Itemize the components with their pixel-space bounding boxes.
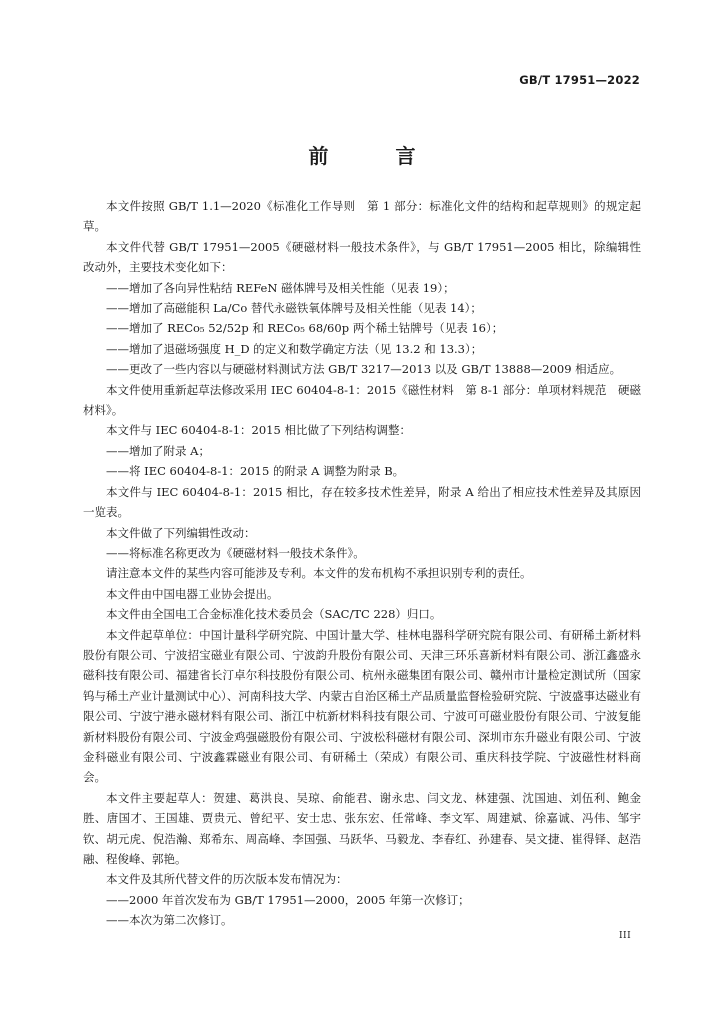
list-item: ——本次为第二次修订。 [106,913,233,928]
list-item: ——将 IEC 60404-8-1：2015 的附录 A 调整为附录 B。 [106,464,405,479]
paragraph: 本文件按照 GB/T 1.1—2020《标准化工作导则 第 1 部分：标准化文件的结构和起草规则》的规定起草。 [83,199,641,234]
list-item: ——增加了高磁能积 La/Co 替代永磁铁氧体牌号及相关性能（见表 14）； [106,301,482,316]
paragraph: 本文件代替 GB/T 17951—2005《硬磁材料一般技术条件》，与 GB/T 17951—2005 相比，除编辑性改动外，主要技术变化如下： [83,239,641,275]
list-item: ——增加了退磁场强度 H_D 的定义和数学确定方法（见 13.2 和 13.3）； [106,341,483,356]
paragraph: 本文件由中国电器工业协会提出。 [106,586,279,601]
standard-number: GB/T 17951—2022 [519,73,640,87]
paragraph: 请注意本文件的某些内容可能涉及专利。本文件的发布机构不承担识别专利的责任。 [106,566,532,581]
foreword-body [83,196,641,931]
paragraph: 本文件与 IEC 60404-8-1：2015 相比，存在较多技术性差异，附录 A 给出了相应技术性差异及其原因一览表。 [83,484,641,520]
list-item: ——2000 年首次发布为 GB/T 17951—2000，2005 年第一次修订； [106,892,470,907]
paragraph: 本文件起草单位：中国计量科学研究院、中国计量大学、桂林电器科学研究院有限公司、有研稀土新材料股份有限公司、宁波招宝磁业有限公司、宁波韵升股份有限公司、天津三环乐喜新材料有限公司、浙江鑫盛永磁科技有限公司、福建省长汀卓尔科技股份有限公司、杭州永磁集团有限公司、赣州市计量检定测试所（国家钨与稀土产业计量测试中心）、河南科技大学、内蒙古自治区稀土产品质量监督检验研究院、宁波盛事达磁业有限公司、宁波宁港永磁材料有限公司、浙江中杭新材料科技有限公司、宁波可可磁业股份有限公司、宁波复能新材料股份有限公司、宁波金鸡强磁股份有限公司、宁波松科磁材有限公司、深圳市东升磁业有限公司、宁波金科磁业有限公司、宁波鑫霖磁业有限公司、有研稀土（荣成）有限公司、重庆科技学院、宁波磁性材料商会。 [83,627,641,785]
paragraph: 本文件与 IEC 60404-8-1：2015 相比做了下列结构调整： [106,423,411,438]
list-item: ——增加了附录 A； [106,443,210,458]
list-item: ——将标准名称更改为《硬磁材料一般技术条件》。 [106,545,365,560]
paragraph: 本文件主要起草人：贺建、葛洪良、吴琼、俞能君、谢永忠、闫文龙、林建强、沈国迪、刘伍利、鲍金胜、唐国才、王国雄、贾贵元、曾纪平、安士忠、张东宏、任常峰、李文军、周建斌、徐嘉诚、冯伟、邹宇钦、胡元虎、倪浩瀚、郑希东、周高峰、李国强、马跃华、马毅龙、李春红、孙建春、吴文捷、崔得铎、赵浩融、程俊峰、郭艳。 [83,790,641,866]
paragraph: 本文件由全国电工合金标准化技术委员会（SAC/TC 228）归口。 [106,607,442,622]
page-number: III [619,931,632,941]
page-title: 前 言 [308,144,446,168]
list-item: ——增加了 RECo₅ 52/52p 和 RECo₅ 68/60p 两个稀土钴牌号（见表 16）； [106,321,504,336]
paragraph: 本文件及其所代替文件的历次版本发布情况为： [106,872,348,887]
list-item: ——增加了各向异性粘结 REFeN 磁体牌号及相关性能（见表 19）； [106,280,455,295]
paragraph: 本文件使用重新起草法修改采用 IEC 60404-8-1：2015《磁性材料 第 8-1 部分：单项材料规范 硬磁材料》。 [83,382,641,418]
list-item: ——更改了一些内容以与硬磁材料测试方法 GB/T 3217—2013 以及 GB/T 13888—2009 相适应。 [106,362,622,377]
paragraph: 本文件做了下列编辑性改动： [106,525,256,540]
